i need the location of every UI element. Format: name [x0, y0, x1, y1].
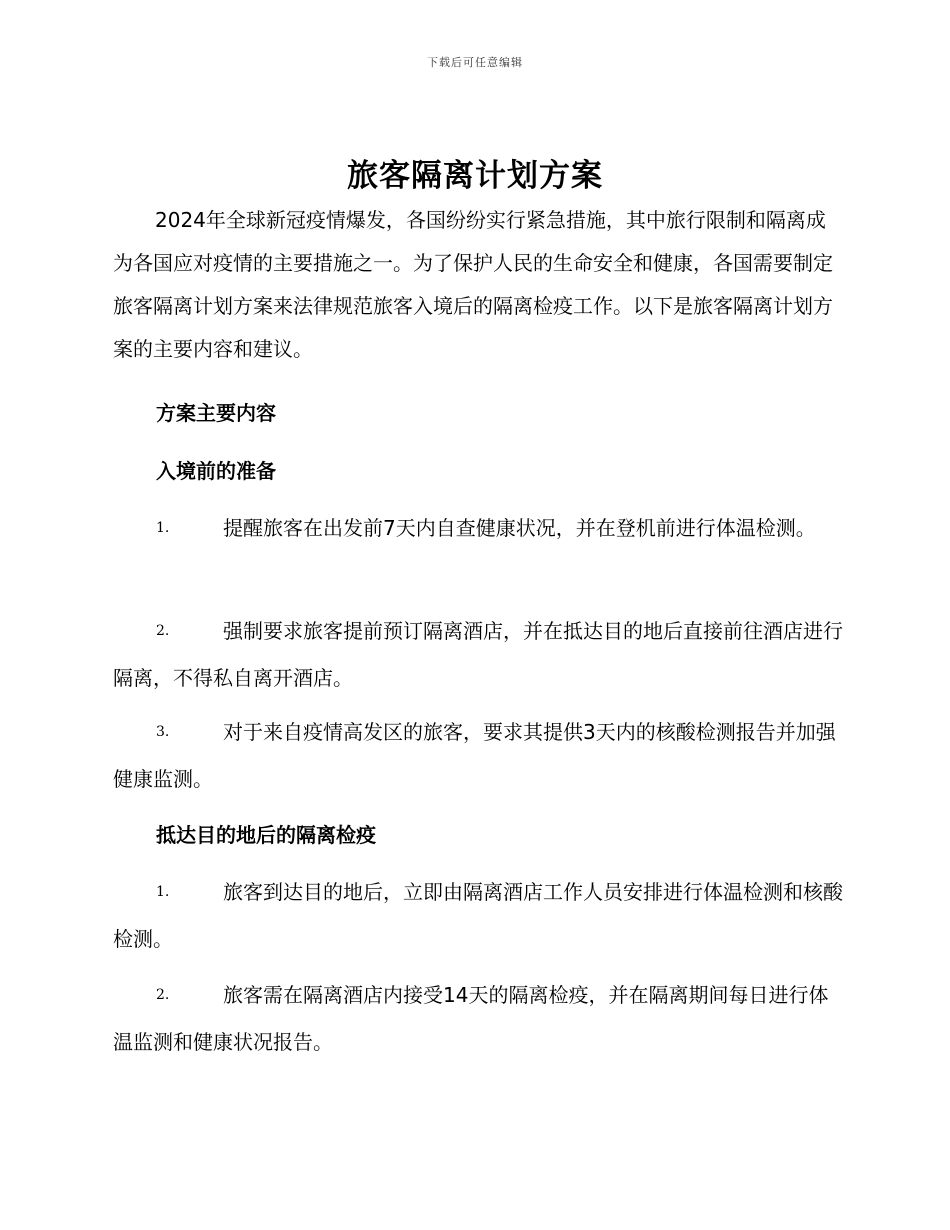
section-heading-main: 方案主要内容	[156, 401, 276, 425]
header-note: 下载后可任意编辑	[427, 56, 523, 69]
list-item	[113, 505, 843, 552]
list-item-number: 1.	[156, 884, 170, 900]
list-item	[113, 869, 843, 963]
list-item-text: 提醒旅客在出发前7天内自查健康状况，并在登机前进行体温检测。	[223, 516, 816, 540]
list-item	[113, 709, 843, 803]
list-item-number: 2.	[156, 623, 170, 639]
section-heading-before-entry: 入境前的准备	[156, 459, 276, 483]
list-item-number: 1.	[156, 520, 170, 536]
list-item-text: 旅客到达目的地后，立即由隔离酒店工作人员安排进行体温检测和核酸检测。	[113, 880, 843, 951]
list-item-number: 3.	[156, 724, 170, 740]
list-item-text: 强制要求旅客提前预订隔离酒店，并在抵达目的地后直接前往酒店进行隔离，不得私自离开酒店。	[113, 619, 843, 690]
document-title: 旅客隔离计划方案	[347, 158, 603, 194]
list-item	[113, 972, 843, 1066]
intro-paragraph: 2024年全球新冠疫情爆发，各国纷纷实行紧急措施，其中旅行限制和隔离成为各国应对疫情的主要措施之一。为了保护人民的生命安全和健康，各国需要制定旅客隔离计划方案来法律规范旅客入境后的隔离检疫工作。以下是旅客隔离计划方案的主要内容和建议。	[113, 208, 833, 361]
list-item	[113, 608, 843, 702]
list-item-number: 2.	[156, 987, 170, 1003]
section-heading-after-arrival: 抵达目的地后的隔离检疫	[156, 823, 376, 847]
list-item-text: 对于来自疫情高发区的旅客，要求其提供3天内的核酸检测报告并加强健康监测。	[113, 720, 836, 791]
list-item-text: 旅客需在隔离酒店内接受14天的隔离检疫，并在隔离期间每日进行体温监测和健康状况报告。	[113, 983, 829, 1054]
